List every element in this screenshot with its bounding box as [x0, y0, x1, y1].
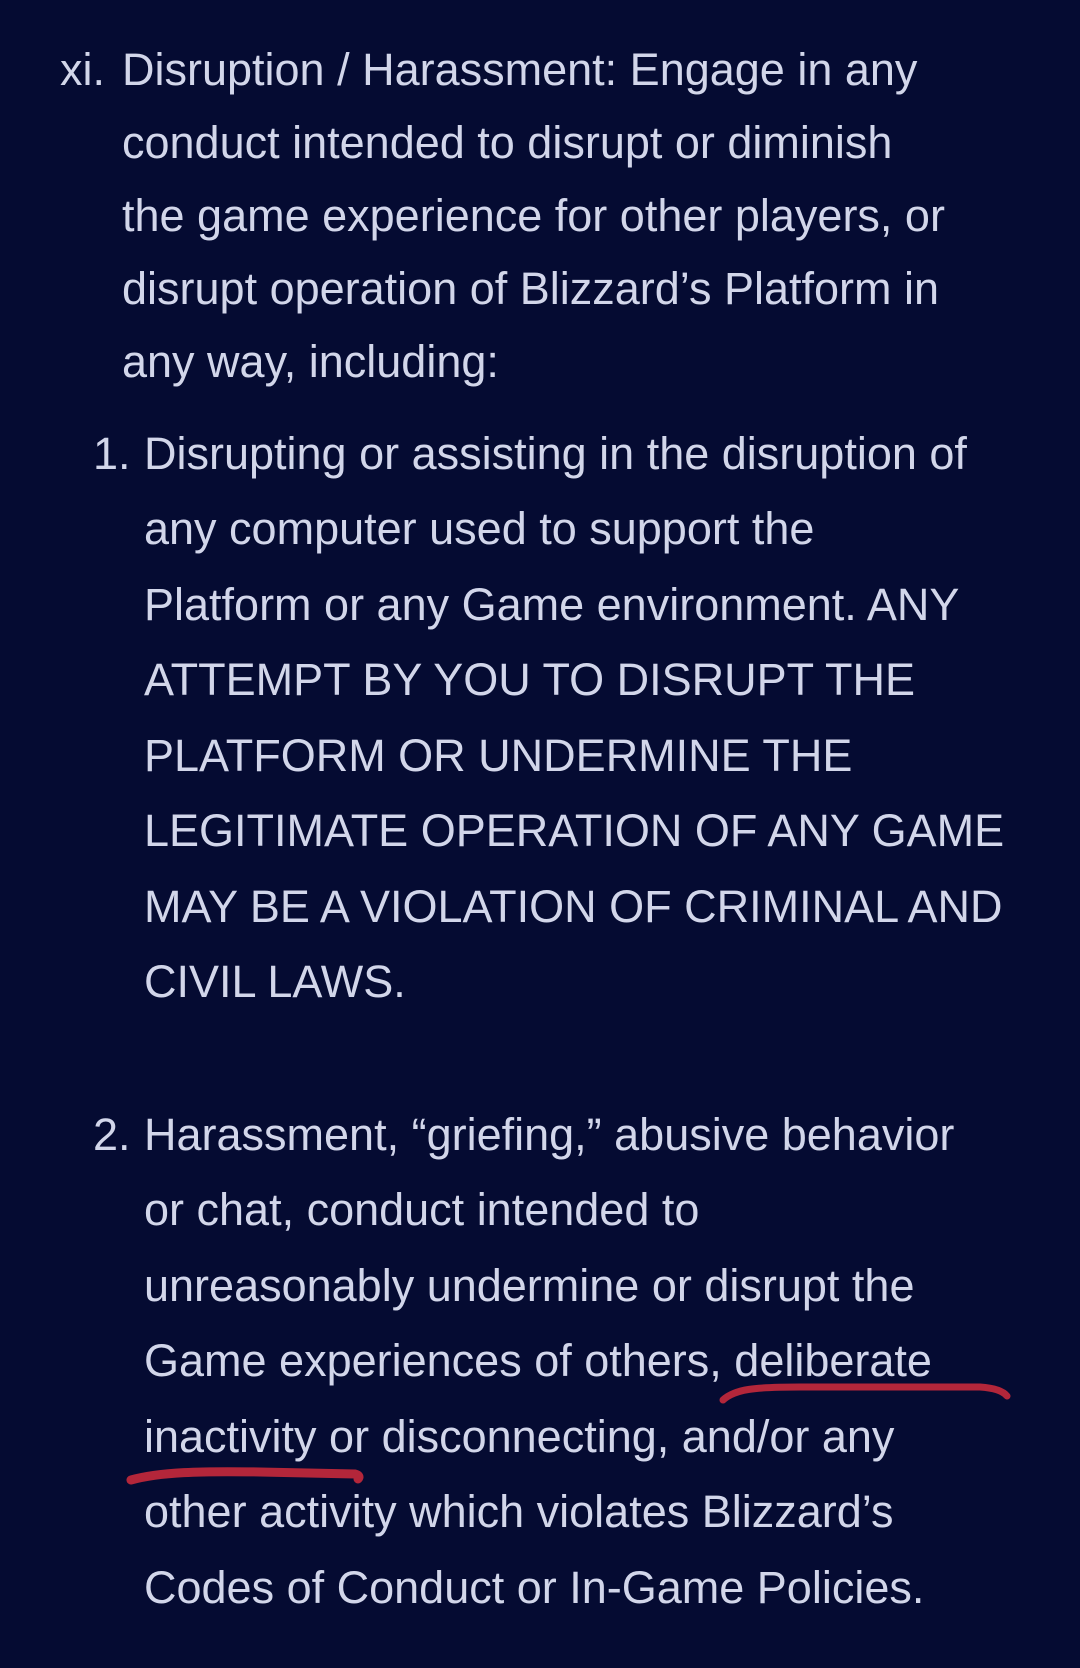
- list-item-text-line: Harassment, “griefing,” abusive behavior: [144, 1109, 955, 1160]
- list-item-marker: 2.: [93, 1109, 131, 1160]
- list-item-text-line: PLATFORM OR UNDERMINE THE: [144, 730, 853, 781]
- section-marker: xi.: [60, 44, 105, 95]
- list-item-text-line: Platform or any Game environment. ANY: [144, 579, 960, 630]
- list-item-text-line: MAY BE A VIOLATION OF CRIMINAL AND: [144, 881, 1003, 932]
- list-item-text-line: inactivity or disconnecting, and/or any: [144, 1411, 895, 1462]
- section-text-line: conduct intended to disrupt or diminish: [122, 117, 893, 168]
- list-item-text-line: unreasonably undermine or disrupt the: [144, 1260, 915, 1311]
- list-item-text-line: Codes of Conduct or In-Game Policies.: [144, 1562, 925, 1613]
- list-item-text-line: Disrupting or assisting in the disruption of: [144, 428, 967, 479]
- list-item-text-line: ATTEMPT BY YOU TO DISRUPT THE: [144, 654, 916, 705]
- list-item-text-line: any computer used to support the: [144, 503, 815, 554]
- underline-stroke-inactivity: [131, 1472, 359, 1480]
- list-item-text-line: Game experiences of others, deliberate: [144, 1335, 932, 1386]
- section-text-line: Disruption / Harassment: Engage in any: [122, 44, 918, 95]
- list-item-marker: 1.: [93, 428, 131, 479]
- section-text-line: the game experience for other players, or: [122, 190, 945, 241]
- list-item-text-line: other activity which violates Blizzard’s: [144, 1486, 894, 1537]
- section-text-line: any way, including:: [122, 336, 499, 387]
- list-item-text-line: LEGITIMATE OPERATION OF ANY GAME: [144, 805, 1005, 856]
- section-text-line: disrupt operation of Blizzard’s Platform in: [122, 263, 940, 314]
- list-item-text-line: or chat, conduct intended to: [144, 1184, 700, 1235]
- list-item-text-line: CIVIL LAWS.: [144, 956, 406, 1007]
